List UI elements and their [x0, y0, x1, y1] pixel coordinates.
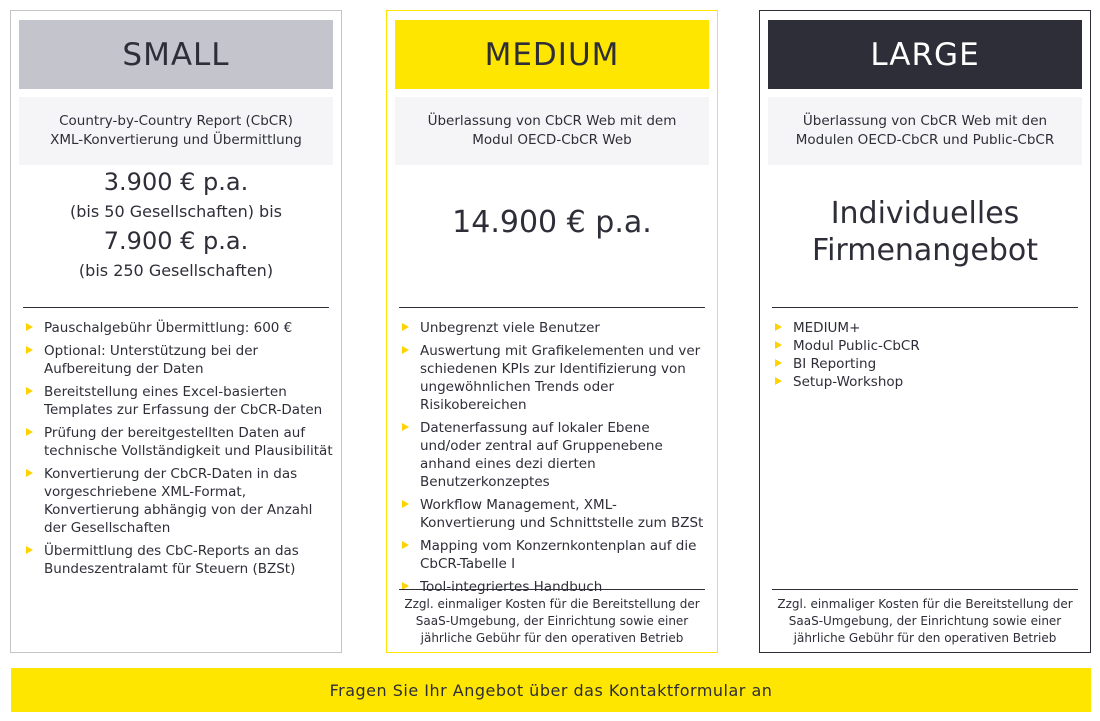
feature-item: Modul Public-CbCR	[774, 337, 1084, 355]
feature-item: Optional: Unterstützung bei der Aufbereitung der Daten	[25, 342, 335, 378]
plan-card-large	[759, 10, 1091, 653]
triangle-bullet-icon	[775, 341, 782, 349]
triangle-bullet-icon	[402, 423, 409, 431]
price-line: 7.900 € p.a.	[103, 227, 249, 255]
divider	[399, 589, 705, 590]
feature-item: Bereitstellung eines Excel-basierten Templates zur Erfassung der CbCR-Daten	[25, 383, 335, 419]
footnote-line: Zzgl. einmaliger Kosten für die Bereitstellung der	[777, 597, 1073, 611]
triangle-bullet-icon	[775, 323, 782, 331]
feature-list-large	[774, 319, 1084, 391]
plan-description-medium	[395, 97, 709, 165]
footnote-line: SaaS-Umgebung, der Einrichtung sowie einer	[788, 614, 1062, 628]
feature-item: Workflow Management, XML-Konvertierung und Schnittstelle zum BZSt	[401, 496, 711, 532]
price-line: (bis 50 Gesellschaften) bis	[70, 202, 282, 221]
price-small	[19, 167, 333, 285]
feature-item: Konvertierung der CbCR-Daten in das vorgeschriebene XML-Format, Konvertierung abhängig von der Anzahl der Gesellschaften	[25, 465, 335, 537]
triangle-bullet-icon	[26, 387, 33, 395]
triangle-bullet-icon	[26, 546, 33, 554]
triangle-bullet-icon	[775, 359, 782, 367]
triangle-bullet-icon	[26, 346, 33, 354]
divider	[399, 307, 705, 308]
plan-card-medium	[386, 10, 718, 653]
description-line: Überlassung von CbCR Web mit den	[802, 113, 1048, 129]
plan-description-small	[19, 97, 333, 165]
feature-item: Unbegrenzt viele Benutzer	[401, 319, 711, 337]
footnote-line: Zzgl. einmaliger Kosten für die Bereitstellung der	[404, 597, 700, 611]
feature-item: Auswertung mit Grafikelementen und ver schiedenen KPIs zur Identifizierung von ungewöhnlichen Trends oder Risikobereichen	[401, 342, 711, 414]
description-line: Überlassung von CbCR Web mit dem	[427, 113, 677, 129]
footnote-large	[768, 596, 1082, 647]
feature-item: Prüfung der bereitgestellten Daten auf technische Vollständigkeit und Plausibilität	[25, 424, 335, 460]
footnote-medium	[395, 596, 709, 647]
feature-item: Übermittlung des CbC-Reports an das Bundeszentralamt für Steuern (BZSt)	[25, 542, 335, 578]
divider	[23, 307, 329, 308]
feature-item: Tool-integriertes Handbuch	[401, 578, 711, 596]
price-line: Firmenangebot	[812, 233, 1038, 268]
divider	[772, 589, 1078, 590]
footnote-line: jährliche Gebühr für den operativen Betrieb	[793, 631, 1057, 645]
footnote-line: jährliche Gebühr für den operativen Betrieb	[420, 631, 684, 645]
price-large	[768, 195, 1082, 269]
triangle-bullet-icon	[402, 500, 409, 508]
triangle-bullet-icon	[775, 377, 782, 385]
description-line: XML-Konvertierung und Übermittlung	[50, 132, 302, 148]
price-line: (bis 250 Gesellschaften)	[78, 261, 274, 280]
triangle-bullet-icon	[402, 541, 409, 549]
feature-item: Mapping vom Konzernkontenplan auf die CbCR-Tabelle I	[401, 537, 711, 573]
contact-cta-banner[interactable]: Fragen Sie Ihr Angebot über das Kontaktformular an	[11, 668, 1091, 712]
feature-item: Pauschalgebühr Übermittlung: 600 €	[25, 319, 335, 337]
feature-item: Setup-Workshop	[774, 373, 1084, 391]
plan-description-large	[768, 97, 1082, 165]
price-line: Individuelles	[830, 196, 1020, 231]
tier-title-medium: MEDIUM	[395, 20, 709, 89]
description-line: Modul OECD-CbCR Web	[472, 132, 632, 148]
price-medium	[395, 203, 709, 243]
tier-title-large: LARGE	[768, 20, 1082, 89]
feature-list-small	[25, 319, 335, 583]
tier-title-small: SMALL	[19, 20, 333, 89]
triangle-bullet-icon	[26, 323, 33, 331]
price-line: 3.900 € p.a.	[103, 168, 249, 196]
feature-item: Datenerfassung auf lokaler Ebene und/oder zentral auf Gruppenebene anhand eines dezi dierten Benutzerkonzeptes	[401, 419, 711, 491]
price-line: 14.900 € p.a.	[452, 205, 652, 240]
description-line: Country-by-Country Report (CbCR)	[59, 113, 293, 129]
feature-list-medium	[401, 319, 711, 601]
feature-item: BI Reporting	[774, 355, 1084, 373]
divider	[772, 307, 1078, 308]
triangle-bullet-icon	[26, 469, 33, 477]
triangle-bullet-icon	[402, 346, 409, 354]
footnote-line: SaaS-Umgebung, der Einrichtung sowie einer	[415, 614, 689, 628]
feature-item: MEDIUM+	[774, 319, 1084, 337]
description-line: Modulen OECD-CbCR und Public-CbCR	[795, 132, 1055, 148]
triangle-bullet-icon	[402, 323, 409, 331]
triangle-bullet-icon	[26, 428, 33, 436]
plan-card-small	[10, 10, 342, 653]
